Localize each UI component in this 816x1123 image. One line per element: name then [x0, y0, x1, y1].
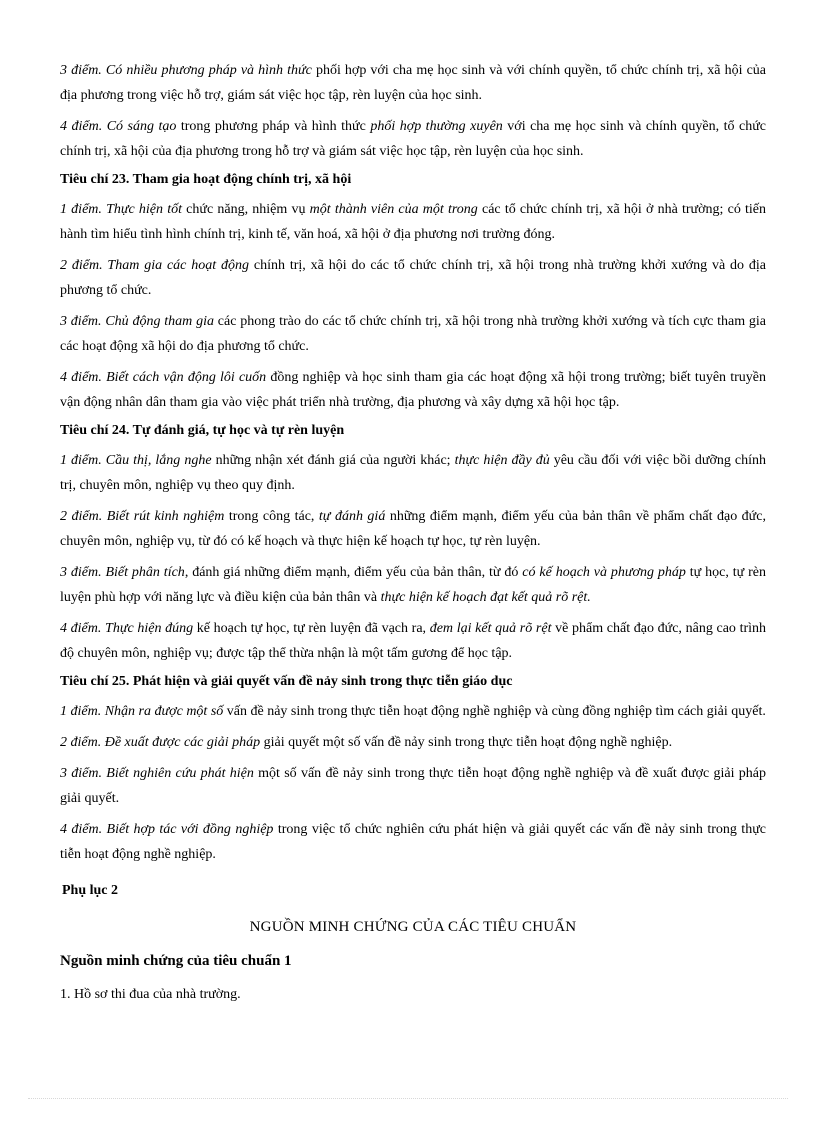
- score-lead: 2 điểm. Đề xuất được các giải pháp: [60, 735, 261, 750]
- emphasis-text: một thành viên của một trong: [309, 202, 478, 217]
- score-lead: 2 điểm. Tham gia các hoạt động: [60, 258, 249, 273]
- paragraph-text: về phẩm chất đạo đức, nâng cao trình độ chuyên môn, nghiệp vụ; được tập thể thừa nhận là một tấm gương để học tập.: [60, 621, 767, 661]
- score-lead: 4 điểm. Biết cách vận động lôi cuốn: [60, 370, 267, 385]
- c24-point-1: [60, 448, 766, 498]
- emphasis-text: thực hiện đầy đủ: [454, 453, 550, 468]
- paragraph-text: chức năng, nhiệm vụ: [181, 202, 310, 217]
- paragraph-text: , đánh giá những điểm mạnh, điểm yếu của bản thân, từ đó: [184, 565, 523, 580]
- c23-point-4: [60, 365, 766, 415]
- paragraph-text: yêu cầu đối với việc bồi dưỡng chính trị, chuyên môn, nghiệp vụ theo quy định.: [60, 453, 766, 493]
- score-lead: 3 điểm. Biết nghiên cứu phát hiện: [60, 766, 254, 781]
- emphasis-text: đem lại kết quả rõ rệt: [429, 621, 552, 636]
- paragraph-text: các phong trào do các tổ chức chính trị, xã hội trong nhà trường khởi xướng và tích cực tham gia các hoạt động xã hội do địa phương tổ chức.: [60, 314, 767, 354]
- c25-point-2: [60, 730, 766, 755]
- paragraph-text: vấn đề nảy sinh trong thực tiễn hoạt động nghề nghiệp và cùng đồng nghiệp tìm cách giải quyết.: [223, 704, 766, 719]
- paragraph-text: tự học, tự rèn luyện phù hợp với năng lực và điều kiện của bản thân và: [60, 565, 766, 605]
- score-lead: 2 điểm. Biết rút kinh nghiệm: [60, 509, 225, 524]
- c25-point-1: [60, 699, 766, 724]
- c25-point-3: [60, 761, 766, 811]
- paragraph-4-points-top: [60, 114, 766, 164]
- paragraph-text: các tổ chức chính trị, xã hội ở nhà trường; có tiến hành tìm hiểu tình hình chính trị, kinh tế, văn hoá, xã hội ở địa phương nơi trường đóng.: [60, 202, 766, 242]
- c24-point-3: [60, 560, 766, 610]
- c23-point-3: [60, 309, 766, 359]
- page-bottom-divider: [28, 1098, 788, 1099]
- score-lead: 4 điểm. Thực hiện đúng: [60, 621, 194, 636]
- paragraph-text: một số vấn đề nảy sinh trong thực tiễn hoạt động nghề nghiệp và đề xuất được giải pháp giải quyết.: [60, 766, 766, 806]
- emphasis-text: thực hiện kế hoạch đạt kết quả rõ rệt.: [380, 590, 591, 605]
- paragraph-text: đồng nghiệp và học sinh tham gia các hoạt động xã hội trong trường; biết tuyên truyền vận động nhân dân tham gia vào việc phát triển nhà trường, địa phương và xây dựng xã hội học tập.: [60, 370, 766, 410]
- score-lead: 4 điểm. Có sáng tạo: [60, 119, 177, 134]
- score-lead: 4 điểm. Biết hợp tác với đồng nghiệp: [60, 822, 274, 837]
- source-item-1: 1. Hồ sơ thi đua của nhà trường.: [60, 987, 241, 1002]
- paragraph-text: kế hoạch tự học, tự rèn luyện đã vạch ra,: [193, 621, 430, 636]
- paragraph-text: trong công tác,: [224, 509, 319, 524]
- criterion-23-heading: Tiêu chí 23. Tham gia hoạt động chính trị, xã hội: [60, 172, 352, 187]
- paragraph-text: trong việc tổ chức nghiên cứu phát hiện và giải quyết các vấn đề nảy sinh trong thực tiễn hoạt động nghề nghiệp.: [60, 822, 767, 862]
- c23-point-2: [60, 253, 766, 303]
- emphasis-text: tự đánh giá: [318, 509, 386, 524]
- paragraph-text: chính trị, xã hội do các tổ chức chính trị, xã hội trong nhà trường khởi xướng và do địa phương tổ chức.: [60, 258, 766, 298]
- score-lead: 1 điểm. Nhận ra được một số: [60, 704, 224, 719]
- criterion-24-heading: Tiêu chí 24. Tự đánh giá, tự học và tự rèn luyện: [60, 423, 345, 438]
- source-heading: Nguồn minh chứng của tiêu chuẩn 1: [60, 953, 292, 969]
- paragraph-text: những nhận xét đánh giá của người khác;: [211, 453, 455, 468]
- appendix-label: Phụ lục 2: [62, 883, 119, 898]
- paragraph-text: trong phương pháp và hình thức: [176, 119, 371, 134]
- emphasis-text: phối hợp thường xuyên: [370, 119, 503, 134]
- score-lead: 3 điểm. Có nhiều phương pháp và hình thức: [60, 63, 312, 78]
- c24-point-4: [60, 616, 766, 666]
- paragraph-text: phối hợp với cha mẹ học sinh và với chính quyền, tổ chức chính trị, xã hội của địa phương trong việc hỗ trợ, giám sát việc học tập, rèn luyện của học sinh.: [60, 63, 766, 103]
- c25-point-4: [60, 817, 766, 867]
- score-lead: 1 điểm. Cầu thị, lắng nghe: [60, 453, 212, 468]
- score-lead: 1 điểm. Thực hiện tốt: [60, 202, 182, 217]
- document-page: [60, 58, 766, 1005]
- c23-point-1: [60, 197, 766, 247]
- paragraph-3-points-top: [60, 58, 766, 108]
- score-lead: 3 điểm. Biết phân tích: [60, 565, 185, 580]
- paragraph-text: giải quyết một số vấn đề nảy sinh trong thực tiễn hoạt động nghề nghiệp.: [260, 735, 673, 750]
- emphasis-text: có kế hoạch và phương pháp: [522, 565, 686, 580]
- c24-point-2: [60, 504, 766, 554]
- criterion-25-heading: Tiêu chí 25. Phát hiện và giải quyết vấn đề nảy sinh trong thực tiễn giáo dục: [60, 674, 513, 689]
- paragraph-text: với cha mẹ học sinh và chính quyền, tổ chức chính trị, xã hội của địa phương trong hỗ trợ và giám sát việc học tập, rèn luyện của học sinh.: [60, 119, 767, 159]
- appendix-title: NGUỒN MINH CHỨNG CỦA CÁC TIÊU CHUẨN: [249, 919, 577, 935]
- paragraph-text: những điểm mạnh, điểm yếu của bản thân về phẩm chất đạo đức, chuyên môn, nghiệp vụ, từ đó có kế hoạch và thực hiện kế hoạch tự học, tự rèn luyện.: [60, 509, 766, 549]
- score-lead: 3 điểm. Chủ động tham gia: [60, 314, 214, 329]
